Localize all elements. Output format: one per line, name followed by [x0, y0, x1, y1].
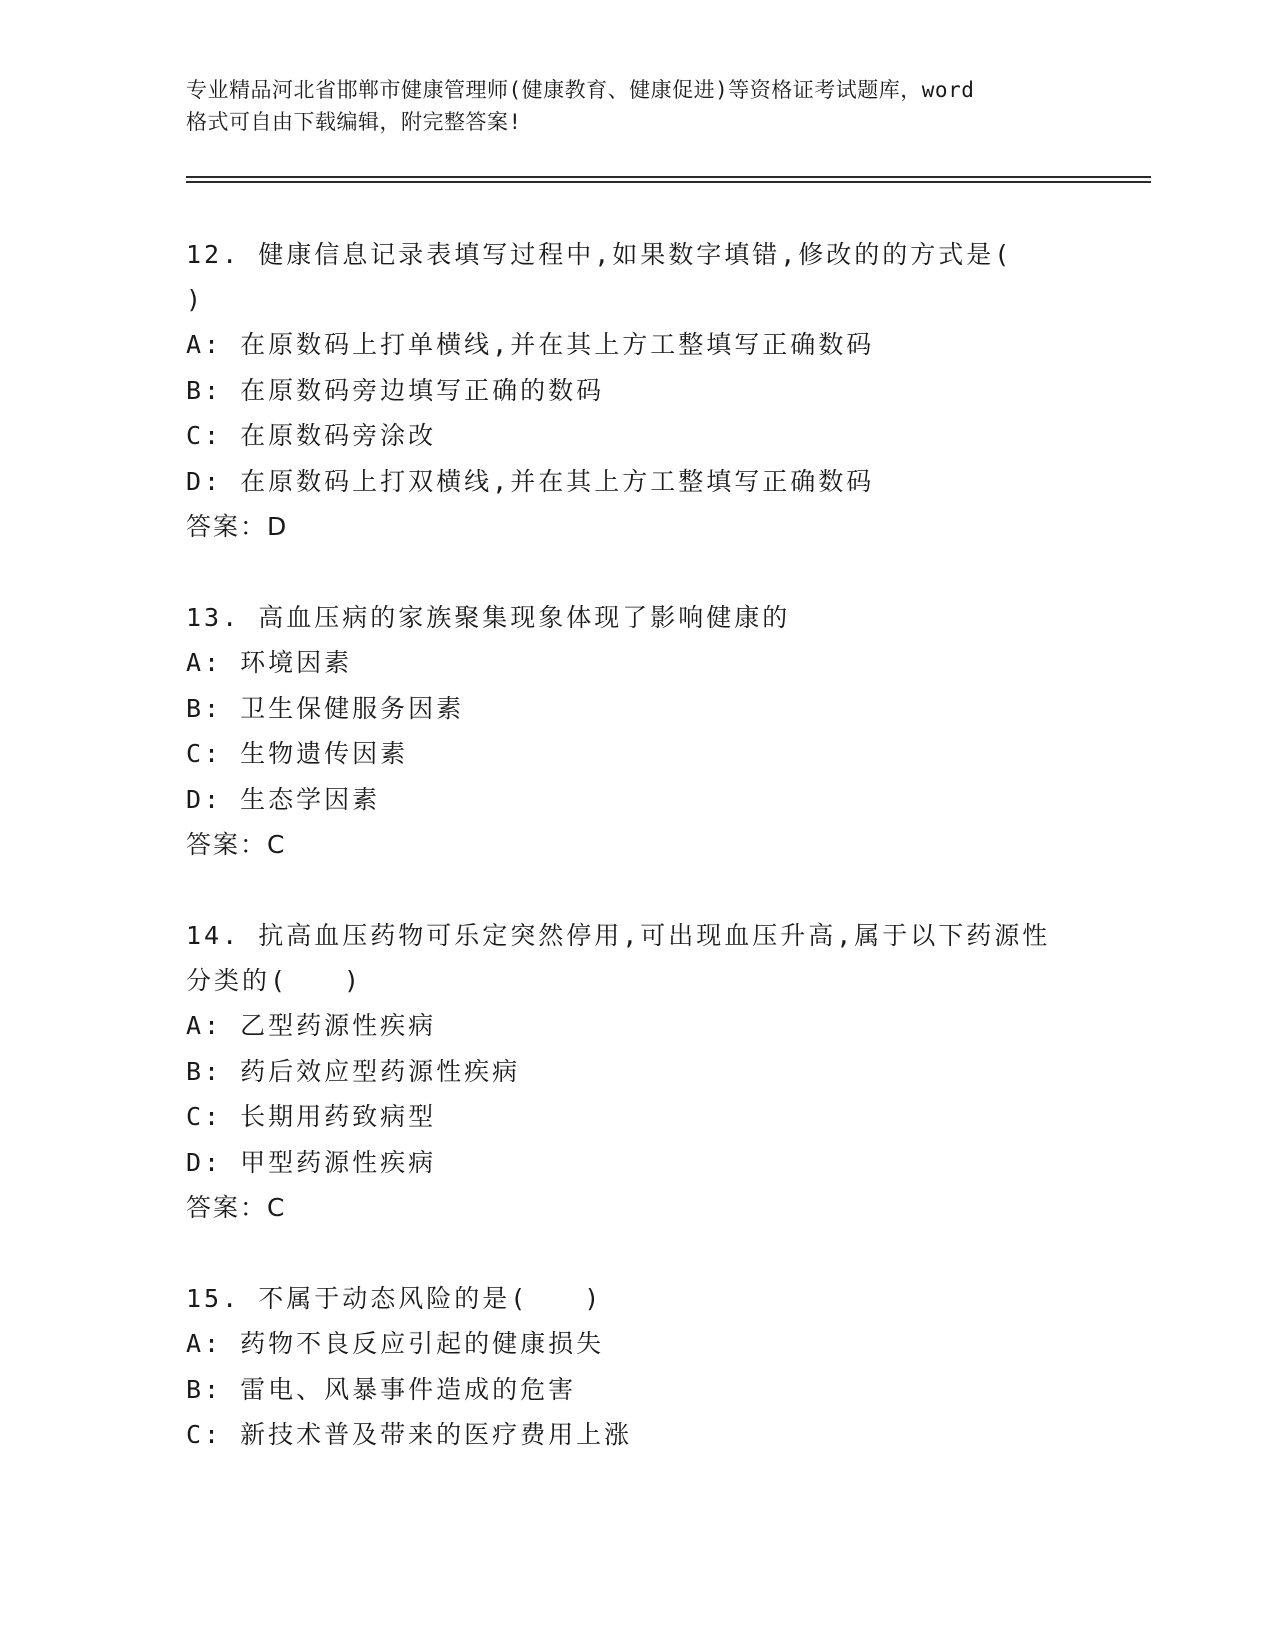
question-stem: 13. 高血压病的家族聚集现象体现了影响健康的 — [186, 603, 791, 632]
question-13 — [186, 595, 1086, 867]
option-c: C: 长期用药致病型 — [186, 1102, 437, 1131]
answer: 答案：C — [186, 830, 287, 859]
header-line-2: 格式可自由下载编辑，附完整答案! — [186, 110, 522, 134]
option-b: B: 卫生保健服务因素 — [186, 693, 465, 723]
question-stem: 12. 健康信息记录表填写过程中,如果数字填错,修改的的方式是( — [186, 240, 1013, 269]
question-stem: 15. 不属于动态风险的是( ) — [186, 1284, 603, 1313]
option-c: C: 生物遗传因素 — [186, 739, 409, 768]
option-c: C: 新技术普及带来的医疗费用上涨 — [186, 1420, 633, 1449]
question-stem-continued: 分类的( ) — [186, 966, 363, 995]
option-a: A: 乙型药源性疾病 — [186, 1011, 437, 1040]
question-list — [186, 232, 1086, 1458]
option-d: D: 在原数码上打双横线,并在其上方工整填写正确数码 — [186, 466, 875, 496]
option-a: A: 在原数码上打单横线,并在其上方工整填写正确数码 — [186, 330, 875, 359]
answer: 答案：D — [186, 512, 289, 541]
header-line-1: 专业精品河北省邯郸市健康管理师(健康教育、健康促进)等资格证考试题库，word — [186, 78, 975, 102]
option-b: B: 在原数码旁边填写正确的数码 — [186, 375, 605, 405]
option-d: D: 甲型药源性疾病 — [186, 1147, 437, 1177]
header-divider-top — [186, 176, 1151, 178]
question-stem-continued: ) — [186, 285, 205, 314]
document-header — [186, 74, 1091, 138]
option-c: C: 在原数码旁涂改 — [186, 421, 437, 450]
option-a: A: 环境因素 — [186, 648, 353, 677]
question-15 — [186, 1276, 1086, 1458]
question-12 — [186, 232, 1086, 549]
question-stem: 14. 抗高血压药物可乐定突然停用,可出现血压升高,属于以下药源性 — [186, 921, 1051, 950]
option-b: B: 药后效应型药源性疾病 — [186, 1056, 521, 1086]
option-a: A: 药物不良反应引起的健康损失 — [186, 1329, 605, 1358]
answer: 答案：C — [186, 1193, 287, 1222]
question-14 — [186, 913, 1086, 1230]
option-b: B: 雷电、风暴事件造成的危害 — [186, 1374, 577, 1404]
option-d: D: 生态学因素 — [186, 784, 381, 814]
header-divider-bottom — [186, 181, 1151, 183]
